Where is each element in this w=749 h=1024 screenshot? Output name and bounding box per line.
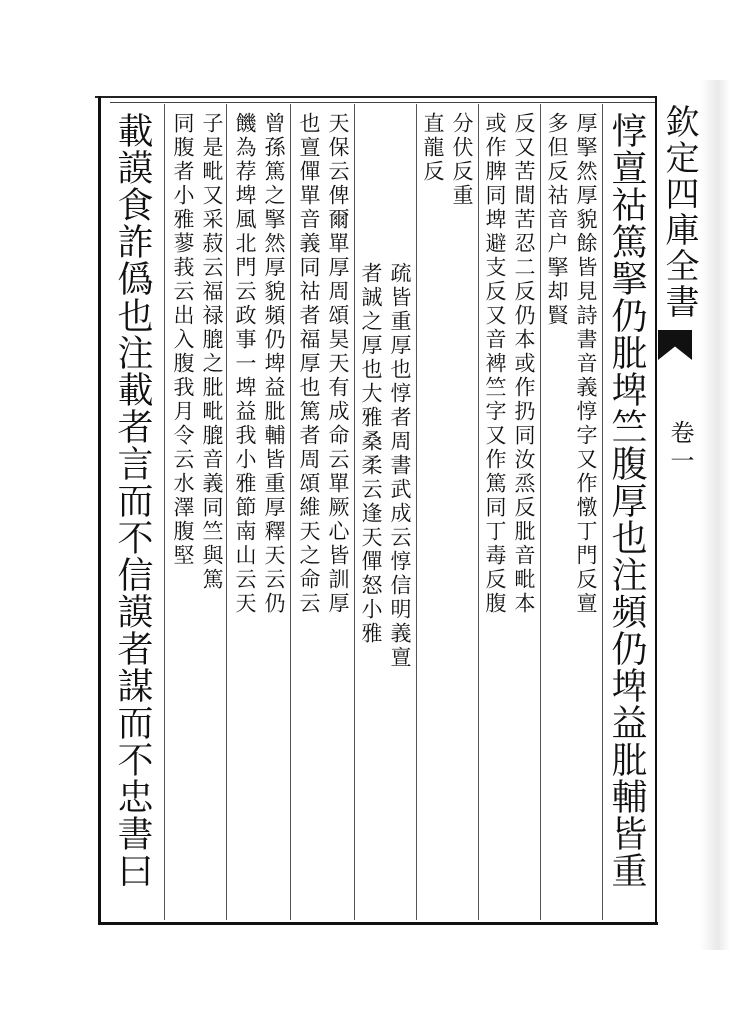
commentary-line: 反又苦間苦忍二反仍本或作扔同汝烝反肶音毗本	[512, 112, 536, 616]
subcommentary-column	[234, 112, 284, 616]
frame-left-rule	[98, 96, 101, 924]
column-divider	[540, 104, 541, 920]
column-divider	[226, 104, 227, 920]
commentary-column	[546, 112, 596, 616]
column-divider	[354, 104, 355, 920]
commentary-line: 或作脾同埤避支反又音裨竺字又作篤同丁毒反腹	[483, 112, 507, 616]
subcommentary-line: 天保云俾爾單厚周頌昊天有成命云單厥心皆訓厚	[326, 112, 350, 616]
subcommentary-column	[172, 112, 222, 592]
commentary-line: 多但反祜音户掔却賢	[545, 112, 569, 328]
margin-book-title: 欽定四庫全書	[659, 104, 699, 320]
commentary-column	[484, 112, 534, 616]
column-divider	[602, 104, 603, 920]
main-text-column: 載謨食詐僞也注載者言而不信謨者謀而不忠書曰	[112, 112, 153, 889]
fish-tail-mark	[658, 330, 692, 360]
subcommentary-line: 曾孫篤之掔然厚貌頻仍埤益肶輔皆重厚釋天云仍	[262, 112, 286, 616]
subcommentary-line: 子是毗又采菽云福禄膍之肶毗膍音義同竺與篤	[200, 112, 224, 592]
subcommentary-column	[360, 262, 410, 670]
commentary-column	[422, 112, 472, 208]
page-edge-shadow	[700, 80, 730, 950]
subcommentary-line: 也亶僤單音義同祜者福厚也篤者周頌維天之命云	[297, 112, 321, 616]
subcommentary-column	[298, 112, 348, 616]
frame-top-inner-rule	[110, 102, 655, 103]
column-divider	[290, 104, 291, 920]
commentary-line: 直龍反	[421, 112, 445, 184]
column-divider	[164, 104, 165, 920]
margin-volume-label: 卷一	[666, 420, 694, 476]
column-divider	[416, 104, 417, 920]
main-text-column: 惇亶祜篤掔仍肶埤竺腹厚也注頻仍埤益肶輔皆重	[606, 112, 647, 889]
commentary-line: 分伏反重	[450, 112, 474, 208]
frame-top-rule	[95, 96, 655, 98]
commentary-line: 厚掔然厚貌餘皆見詩書音義惇字又作憞丁門反亶	[574, 112, 598, 616]
frame-right-rule	[655, 96, 657, 924]
frame-bottom-rule	[98, 922, 658, 925]
subcommentary-line: 饑為荐埤風北門云政事一埤益我小雅節南山云天	[233, 112, 257, 616]
column-divider	[478, 104, 479, 920]
subcommentary-line: 同腹者小雅蓼莪云出入腹我月令云水澤腹堅	[171, 112, 195, 568]
subcommentary-line: 疏皆重厚也惇者周書武成云惇信明義亶	[388, 262, 412, 670]
subcommentary-line: 者誠之厚也大雅桑柔云逢天僤怒小雅	[359, 262, 383, 646]
